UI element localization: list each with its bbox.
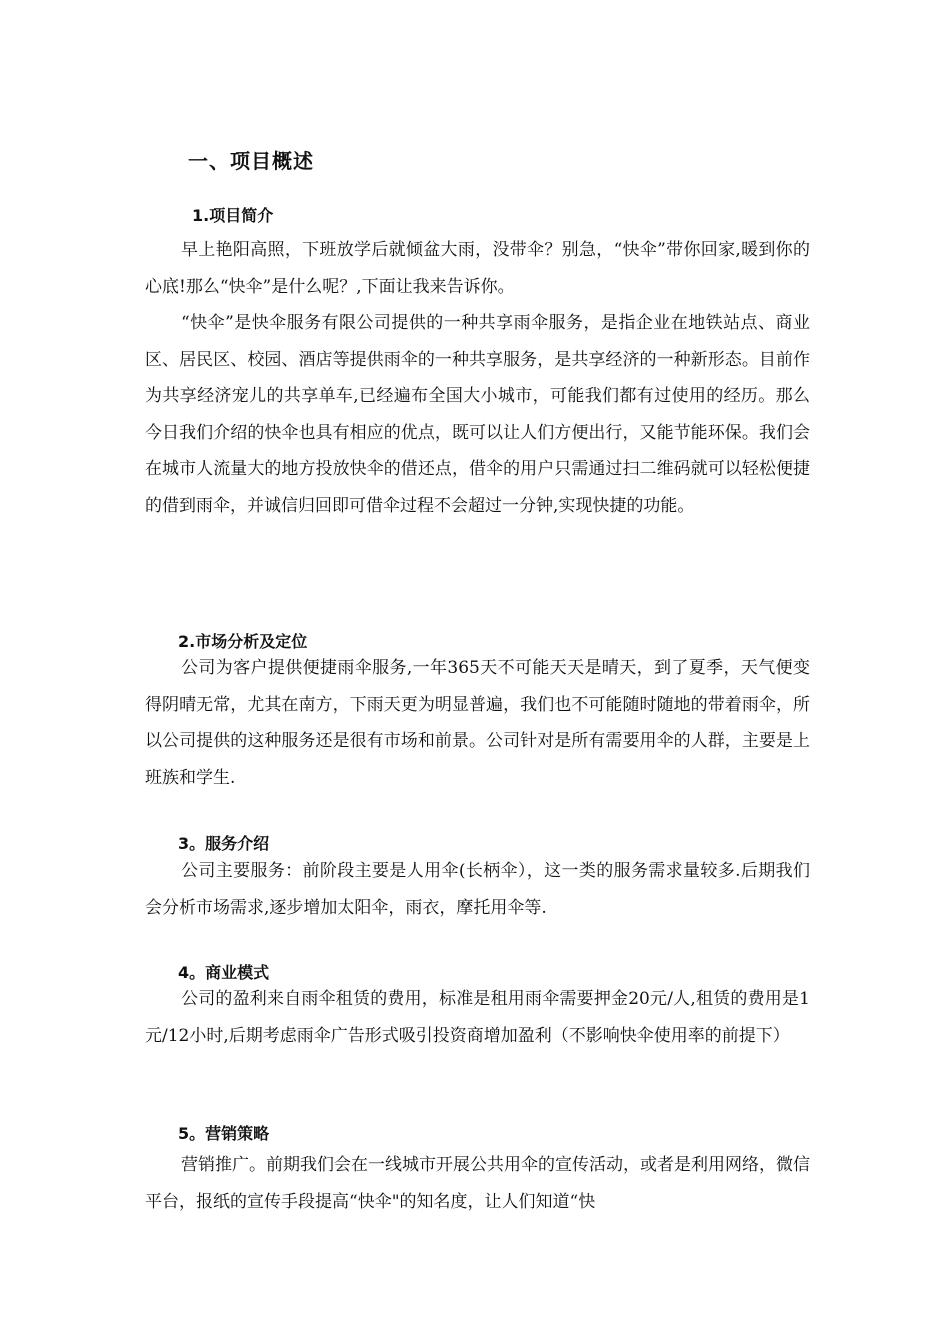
section-title-market: 2.市场分析及定位 [178,632,308,651]
paragraph-market: 公司为客户提供便捷雨伞服务,一年365天不可能天天是晴天，到了夏季，天气便变得阴晴无常，尤其在南方，下雨天更为明显普遍，我们也不可能随时随地的带着雨伞，所以公司提供的这种服务还是很有市场和前景。公司针对是所有需要用伞的人群，主要是上班族和学生. [145,658,810,788]
paragraph-intro-1: 早上艳阳高照，下班放学后就倾盆大雨，没带伞？别急，“快伞”带你回家,暖到你的心底!那么“快伞”是什么呢？,下面让我来告诉你。 [145,240,810,297]
paragraph-marketing: 营销推广。前期我们会在一线城市开展公共用伞的宣传活动，或者是利用网络，微信平台，报纸的宣传手段提高“快伞"的知名度，让人们知道“快 [145,1155,810,1212]
paragraph-service: 公司主要服务：前阶段主要是人用伞(长柄伞），这一类的服务需求量较多.后期我们会分析市场需求,逐步增加太阳伞，雨衣，摩托用伞等. [145,861,810,918]
chapter-heading: 一、项目概述 [188,149,314,173]
section-title-service: 3。服务介绍 [178,834,270,853]
paragraph-intro-2: “快伞”是快伞服务有限公司提供的一种共享雨伞服务，是指企业在地铁站点、商业区、居民区、校园、酒店等提供雨伞的一种共享服务，是共享经济的一种新形态。目前作为共享经济宠儿的共享单车,已经遍布全国大小城市，可能我们都有过使用的经历。那么今日我们介绍的快伞也具有相应的优点，既可以让人们方便出行，又能节能环保。我们会在城市人流量大的地方投放快伞的借还点，借伞的用户只需通过扫二维码就可以轻松便捷的借到雨伞，并诚信归回即可借伞过程不会超过一分钟,实现快捷的功能。 [145,313,810,516]
section-title-marketing: 5。营销策略 [178,1124,270,1143]
paragraph-business: 公司的盈利来自雨伞租赁的费用，标准是租用雨伞需要押金20元/人,租赁的费用是1元/12小时,后期考虑雨伞广告形式吸引投资商增加盈利（不影响快伞使用率的前提下） [145,989,810,1046]
section-title-business: 4。商业模式 [178,963,270,982]
section-title-intro: 1.项目简介 [192,206,274,225]
